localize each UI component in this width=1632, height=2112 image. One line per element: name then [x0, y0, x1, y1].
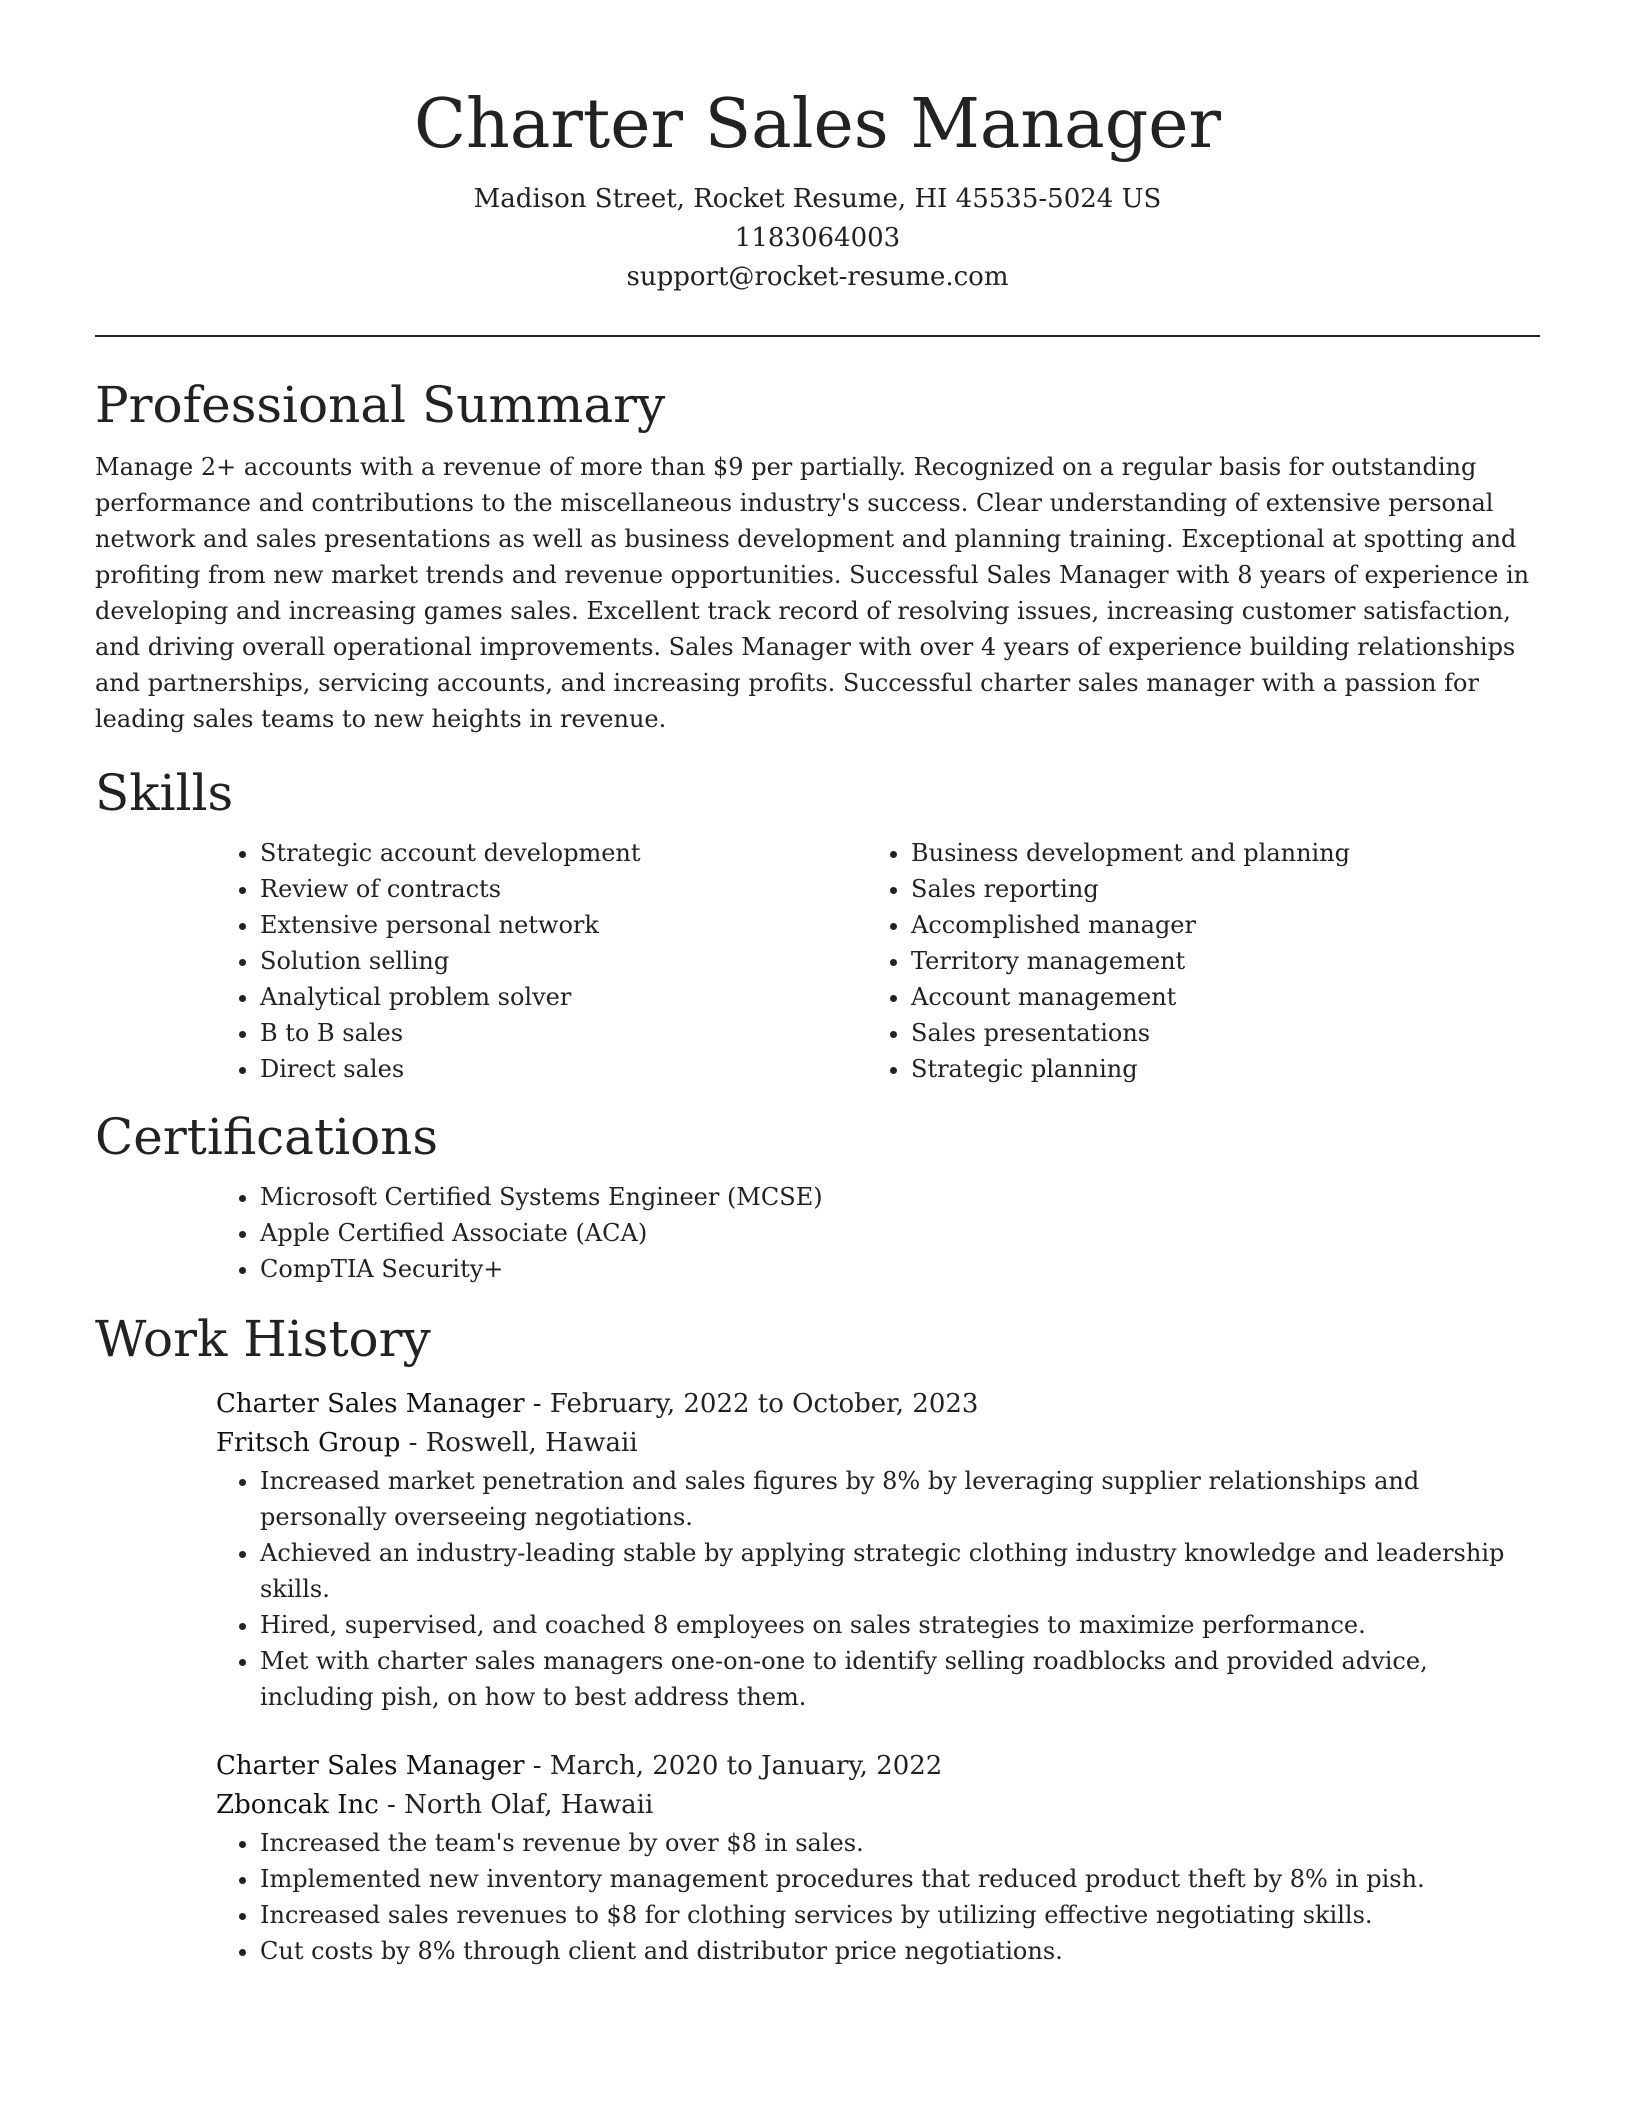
- job-bullet: • Met with charter sales managers one-on-one to identify selling roadblocks and provided advice, including pish, on how to best address them.: [260, 1643, 1540, 1715]
- skill-item: • Accomplished manager: [911, 907, 1518, 943]
- skill-item: • Sales reporting: [911, 871, 1518, 907]
- skills-column-left: [216, 835, 867, 1087]
- header-divider: [95, 335, 1540, 337]
- work-history-heading: Work History: [95, 1310, 431, 1368]
- job-company: Zboncak Inc: [216, 1790, 379, 1820]
- skill-item: • Extensive personal network: [260, 907, 867, 943]
- job-title-line: [216, 1385, 1540, 1424]
- summary-text: Manage 2+ accounts with a revenue of more than $9 per partially. Recognized on a regular basis for outstanding performance and contributions to the miscellaneous industry's success. Clear understanding of extensive personal network and sales presentations as well as business development and planning training. Exceptional at spotting and profiting from new market trends and revenue opportunities. Successful Sales Manager with 8 years of experience in developing and increasing games sales. Excellent track record of resolving issues, increasing customer satisfaction, and driving overall operational improvements. Sales Manager with over 4 years of experience building relationships and partnerships, servicing accounts, and increasing profits. Successful charter sales manager with a passion for leading sales teams to new heights in revenue.: [95, 453, 1530, 733]
- job-company-line: [216, 1786, 1540, 1825]
- job-role: Charter Sales Manager: [216, 1751, 525, 1781]
- job-bullet: • Increased the team's revenue by over $8 in sales.: [260, 1825, 1540, 1861]
- skills-heading: Skills: [95, 764, 234, 822]
- job-bullet: • Increased market penetration and sales figures by 8% by leveraging supplier relationships and personally overseeing negotiations.: [260, 1463, 1540, 1535]
- resume-name: Charter Sales Manager: [414, 85, 1221, 164]
- certification-item: • Microsoft Certified Systems Engineer (MCSE): [260, 1179, 1540, 1215]
- certification-item: • CompTIA Security+: [260, 1251, 1540, 1287]
- certification-item: • Apple Certified Associate (ACA): [260, 1215, 1540, 1251]
- job-bullet: • Hired, supervised, and coached 8 employees on sales strategies to maximize performance.: [260, 1607, 1540, 1643]
- job-location: - North Olaf, Hawaii: [378, 1790, 654, 1820]
- job-dates: - March, 2020 to January, 2022: [524, 1751, 943, 1781]
- skill-item: • Direct sales: [260, 1051, 867, 1087]
- skill-item: • Solution selling: [260, 943, 867, 979]
- skill-item: • Analytical problem solver: [260, 979, 867, 1015]
- summary-heading: Professional Summary: [95, 376, 666, 434]
- job-bullet: • Cut costs by 8% through client and distributor price negotiations.: [260, 1933, 1540, 1969]
- skill-item: • Business development and planning: [911, 835, 1518, 871]
- job-title-line: [216, 1747, 1540, 1786]
- skill-item: • Account management: [911, 979, 1518, 1015]
- skill-item: • B to B sales: [260, 1015, 867, 1051]
- job-bullet: • Implemented new inventory management procedures that reduced product theft by 8% in pish.: [260, 1861, 1540, 1897]
- job-bullet: • Achieved an industry-leading stable by applying strategic clothing industry knowledge and leadership skills.: [260, 1535, 1540, 1607]
- job-company: Fritsch Group: [216, 1428, 401, 1458]
- job-dates: - February, 2022 to October, 2023: [524, 1389, 979, 1419]
- job-location: - Roswell, Hawaii: [400, 1428, 638, 1458]
- job-company-line: [216, 1424, 1540, 1463]
- contact-phone: 1183064003: [734, 223, 901, 253]
- skill-item: • Review of contracts: [260, 871, 867, 907]
- skill-item: • Strategic planning: [911, 1051, 1518, 1087]
- contact-address: Madison Street, Rocket Resume, HI 45535-5024 US: [473, 184, 1162, 214]
- job-bullets: [216, 1463, 1540, 1715]
- certifications-heading: Certifications: [95, 1108, 439, 1166]
- job-entry: [216, 1385, 1540, 1715]
- skills-list: [216, 835, 1540, 1087]
- resume-page: [95, 0, 1540, 1969]
- contact-email: support@rocket-resume.com: [626, 262, 1009, 292]
- skill-item: • Territory management: [911, 943, 1518, 979]
- job-bullet: • Increased sales revenues to $8 for clothing services by utilizing effective negotiating skills.: [260, 1897, 1540, 1933]
- contact-block: [95, 180, 1540, 297]
- job-bullets: [216, 1825, 1540, 1969]
- skills-column-right: [867, 835, 1518, 1087]
- skill-item: • Sales presentations: [911, 1015, 1518, 1051]
- job-entry: [216, 1747, 1540, 1969]
- certifications-list: [216, 1179, 1540, 1287]
- job-role: Charter Sales Manager: [216, 1389, 525, 1419]
- skill-item: • Strategic account development: [260, 835, 867, 871]
